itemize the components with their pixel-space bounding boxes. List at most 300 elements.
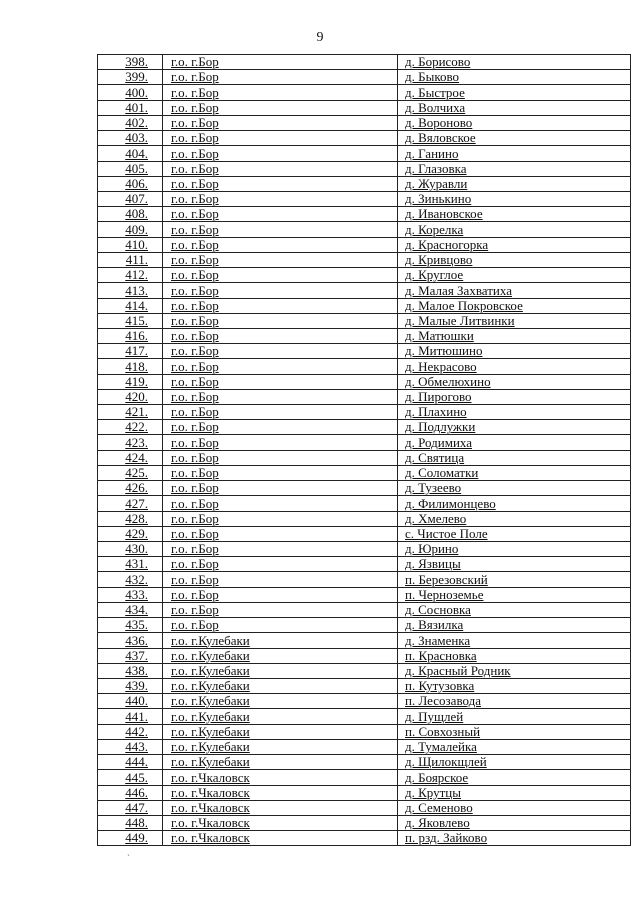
settlement-cell-text: д. Ганино [405, 145, 459, 161]
settlement-cell-text: д. Филимонцево [405, 495, 496, 511]
district-cell [163, 709, 398, 724]
district-cell [163, 770, 398, 785]
settlement-cell-text: д. Красногорка [405, 237, 489, 252]
table-row [98, 815, 631, 830]
settlement-cell-text: д. Соломатки [405, 465, 479, 481]
settlement-cell-text: с. Чистое Поле [405, 526, 488, 541]
district-cell-text: г.о. г.Бор [171, 206, 219, 222]
settlement-cell [398, 633, 631, 648]
row-number-text: 422. [125, 419, 148, 435]
district-cell [163, 389, 398, 404]
settlement-cell [398, 328, 631, 343]
settlement-cell-text: д. Малые Литвинки [405, 313, 515, 328]
settlement-cell [398, 557, 631, 572]
row-number-text: 433. [125, 587, 148, 602]
row-number [98, 465, 163, 480]
row-number-text: 447. [125, 800, 148, 815]
district-cell-text: г.о. г.Кулебаки [171, 678, 250, 694]
district-cell-text: г.о. г.Бор [171, 617, 219, 633]
district-cell-text: г.о. г.Бор [171, 282, 219, 298]
settlement-cell [398, 785, 631, 800]
district-cell-text: г.о. г.Бор [171, 465, 219, 481]
district-cell [163, 663, 398, 678]
district-cell [163, 648, 398, 663]
district-cell [163, 785, 398, 800]
table-row [98, 770, 631, 785]
row-number [98, 678, 163, 693]
district-cell [163, 481, 398, 496]
table-row [98, 557, 631, 572]
district-cell [163, 176, 398, 191]
district-cell [163, 602, 398, 617]
row-number [98, 602, 163, 617]
row-number-text: 412. [125, 267, 148, 283]
settlement-cell [398, 405, 631, 420]
table-row [98, 115, 631, 130]
table-row [98, 389, 631, 404]
district-cell [163, 313, 398, 328]
settlement-cell-text: д. Тумалейка [405, 739, 477, 755]
settlement-cell [398, 85, 631, 100]
row-number-text: 445. [125, 769, 148, 785]
settlement-cell [398, 663, 631, 678]
row-number [98, 313, 163, 328]
settlement-cell [398, 815, 631, 830]
row-number-text: 413. [125, 282, 148, 298]
district-cell [163, 557, 398, 572]
stray-mark: ` [127, 853, 130, 863]
district-cell [163, 831, 398, 846]
row-number-text: 418. [125, 358, 148, 374]
row-number-text: 403. [125, 130, 148, 146]
settlement-cell-text: д. Боярское [405, 769, 469, 785]
settlement-cell-text: д. Быково [405, 69, 460, 85]
district-cell-text: г.о. г.Бор [171, 176, 219, 191]
settlement-cell-text: д. Корелка [405, 221, 464, 237]
district-cell-text: г.о. г.Бор [171, 602, 219, 618]
district-cell-text: г.о. г.Бор [171, 100, 219, 115]
settlement-cell [398, 648, 631, 663]
settlement-cell [398, 618, 631, 633]
settlement-cell-text: д. Вороново [405, 115, 473, 131]
table-row [98, 694, 631, 709]
row-number-text: 405. [125, 161, 148, 176]
row-number-text: 419. [125, 374, 148, 389]
settlement-cell [398, 755, 631, 770]
settlement-cell-text: д. Кривцово [405, 252, 473, 268]
table-row [98, 709, 631, 724]
table-row [98, 618, 631, 633]
row-number-text: 426. [125, 480, 148, 496]
settlement-cell-text: п. Лесозавода [405, 693, 482, 709]
table-row [98, 496, 631, 511]
settlement-cell [398, 526, 631, 541]
row-number-text: 430. [125, 541, 148, 557]
settlement-cell-text: д. Сосновка [405, 602, 471, 618]
row-number [98, 161, 163, 176]
row-number-text: 407. [125, 191, 148, 207]
row-number [98, 389, 163, 404]
settlement-cell-text: д. Пущлей [405, 708, 464, 724]
settlement-cell-text: д. Семеново [405, 800, 473, 815]
row-number [98, 587, 163, 602]
district-cell [163, 633, 398, 648]
district-cell-text: г.о. г.Бор [171, 404, 219, 420]
settlement-cell [398, 146, 631, 161]
settlement-cell [398, 739, 631, 754]
settlement-cell [398, 237, 631, 252]
row-number [98, 450, 163, 465]
row-number-text: 421. [125, 404, 148, 420]
row-number-text: 400. [125, 84, 148, 100]
district-cell [163, 724, 398, 739]
district-cell-text: г.о. г.Бор [171, 495, 219, 511]
row-number-text: 398. [125, 54, 148, 70]
district-cell [163, 374, 398, 389]
district-cell [163, 405, 398, 420]
district-cell [163, 694, 398, 709]
row-number [98, 785, 163, 800]
row-number-text: 427. [125, 495, 148, 511]
settlement-cell-text: д. Крутцы [405, 785, 461, 800]
row-number-text: 415. [125, 313, 148, 328]
table-row [98, 222, 631, 237]
row-number [98, 618, 163, 633]
district-cell [163, 207, 398, 222]
settlement-cell-text: д. Плахино [405, 404, 467, 420]
settlement-cell-text: д. Борисово [405, 54, 471, 70]
table-body [98, 55, 631, 846]
district-cell-text: г.о. г.Чкаловск [171, 800, 250, 815]
district-cell-text: г.о. г.Бор [171, 419, 219, 435]
district-cell [163, 526, 398, 541]
settlement-cell [398, 724, 631, 739]
district-cell [163, 85, 398, 100]
table-row [98, 298, 631, 313]
settlement-cell [398, 435, 631, 450]
district-cell-text: г.о. г.Бор [171, 54, 219, 70]
settlement-cell [398, 161, 631, 176]
table-row [98, 131, 631, 146]
row-number [98, 85, 163, 100]
settlement-cell-text: д. Подлужки [405, 419, 476, 435]
district-cell [163, 572, 398, 587]
row-number [98, 420, 163, 435]
district-cell-text: г.о. г.Бор [171, 450, 219, 465]
row-number-text: 440. [125, 693, 148, 709]
row-number-text: 404. [125, 145, 148, 161]
settlement-cell [398, 176, 631, 191]
table-row [98, 785, 631, 800]
table-row [98, 602, 631, 617]
table-row [98, 344, 631, 359]
row-number-text: 423. [125, 434, 148, 450]
row-number-text: 414. [125, 298, 148, 313]
district-cell [163, 511, 398, 526]
settlement-cell-text: д. Язвицы [405, 556, 461, 572]
row-number [98, 207, 163, 222]
row-number [98, 572, 163, 587]
row-number [98, 435, 163, 450]
table-row [98, 100, 631, 115]
district-cell [163, 70, 398, 85]
table-row [98, 252, 631, 267]
row-number-text: 443. [125, 739, 148, 755]
settlement-cell-text: д. Знаменка [405, 632, 471, 648]
district-cell [163, 420, 398, 435]
district-cell-text: г.о. г.Чкаловск [171, 769, 250, 785]
settlement-cell [398, 420, 631, 435]
table-row [98, 648, 631, 663]
settlement-cell-text: д. Глазовка [405, 161, 467, 176]
district-cell-text: г.о. г.Бор [171, 556, 219, 572]
table-row [98, 313, 631, 328]
settlement-cell [398, 207, 631, 222]
district-cell-text: г.о. г.Бор [171, 328, 219, 344]
table-row [98, 831, 631, 846]
table-row [98, 405, 631, 420]
table-row [98, 435, 631, 450]
row-number-text: 437. [125, 648, 148, 663]
table-row [98, 739, 631, 754]
settlement-cell [398, 694, 631, 709]
row-number-text: 425. [125, 465, 148, 481]
district-cell [163, 328, 398, 343]
row-number [98, 815, 163, 830]
table-row [98, 55, 631, 70]
district-cell-text: г.о. г.Бор [171, 267, 219, 283]
settlement-cell [398, 450, 631, 465]
table-row [98, 587, 631, 602]
row-number-text: 449. [125, 830, 148, 846]
district-cell-text: г.о. г.Бор [171, 526, 219, 541]
row-number-text: 434. [125, 602, 148, 618]
table-row [98, 724, 631, 739]
row-number [98, 496, 163, 511]
table-row [98, 572, 631, 587]
row-number [98, 268, 163, 283]
settlement-cell-text: п. Черноземье [405, 587, 484, 602]
district-cell-text: г.о. г.Бор [171, 221, 219, 237]
district-cell-text: г.о. г.Бор [171, 84, 219, 100]
table-row [98, 146, 631, 161]
district-cell-text: г.о. г.Бор [171, 434, 219, 450]
settlement-cell [398, 481, 631, 496]
district-cell-text: г.о. г.Чкаловск [171, 830, 250, 846]
row-number [98, 222, 163, 237]
settlement-cell [398, 374, 631, 389]
district-cell [163, 146, 398, 161]
settlement-cell-text: д. Яковлево [405, 815, 470, 831]
row-number [98, 146, 163, 161]
settlement-cell [398, 115, 631, 130]
table-row [98, 283, 631, 298]
row-number-text: 406. [125, 176, 148, 191]
settlement-cell-text: п. Совхозный [405, 724, 481, 739]
settlement-cell [398, 298, 631, 313]
settlement-cell-text: д. Красный Родник [405, 663, 511, 678]
district-cell-text: г.о. г.Бор [171, 389, 219, 405]
row-number [98, 694, 163, 709]
settlement-cell-text: д. Обмелюхино [405, 374, 491, 389]
district-cell-text: г.о. г.Бор [171, 115, 219, 131]
row-number-text: 439. [125, 678, 148, 694]
row-number-text: 410. [125, 237, 148, 252]
settlement-cell [398, 572, 631, 587]
settlement-cell [398, 131, 631, 146]
district-cell-text: г.о. г.Кулебаки [171, 708, 250, 724]
table-row [98, 465, 631, 480]
district-cell [163, 115, 398, 130]
table-row [98, 755, 631, 770]
district-cell-text: г.о. г.Бор [171, 130, 219, 146]
district-cell-text: г.о. г.Бор [171, 480, 219, 496]
settlement-cell-text: д. Круглое [405, 267, 464, 283]
district-cell [163, 542, 398, 557]
row-number-text: 411. [125, 252, 148, 268]
settlement-cell [398, 389, 631, 404]
row-number-text: 409. [125, 221, 148, 237]
district-cell [163, 618, 398, 633]
row-number-text: 402. [125, 115, 148, 131]
row-number-text: 431. [125, 556, 148, 572]
settlement-cell-text: д. Вяловское [405, 130, 476, 146]
district-cell [163, 283, 398, 298]
row-number [98, 344, 163, 359]
settlements-table [97, 54, 631, 846]
table-row [98, 542, 631, 557]
settlement-cell-text: д. Волчиха [405, 100, 466, 115]
table-row [98, 237, 631, 252]
row-number [98, 739, 163, 754]
district-cell [163, 450, 398, 465]
row-number-text: 429. [125, 526, 148, 541]
district-cell-text: г.о. г.Бор [171, 541, 219, 557]
district-cell-text: г.о. г.Кулебаки [171, 663, 250, 678]
row-number [98, 709, 163, 724]
row-number [98, 557, 163, 572]
row-number [98, 755, 163, 770]
district-cell-text: г.о. г.Кулебаки [171, 724, 250, 739]
table-row [98, 359, 631, 374]
district-cell [163, 268, 398, 283]
row-number [98, 70, 163, 85]
row-number-text: 399. [125, 69, 148, 85]
row-number [98, 283, 163, 298]
row-number [98, 724, 163, 739]
district-cell-text: г.о. г.Бор [171, 298, 219, 313]
row-number [98, 405, 163, 420]
district-cell [163, 161, 398, 176]
settlement-cell-text: д. Родимиха [405, 434, 472, 450]
district-cell-text: г.о. г.Бор [171, 343, 219, 359]
district-cell-text: г.о. г.Кулебаки [171, 632, 250, 648]
row-number [98, 298, 163, 313]
district-cell-text: г.о. г.Бор [171, 511, 219, 526]
row-number-text: 448. [125, 815, 148, 831]
table-row [98, 511, 631, 526]
settlement-cell-text: д. Зинькино [405, 191, 472, 207]
table-row [98, 191, 631, 206]
district-cell [163, 465, 398, 480]
table-row [98, 678, 631, 693]
district-cell [163, 435, 398, 450]
settlement-cell-text: д. Тузеево [405, 480, 462, 496]
row-number-text: 435. [125, 617, 148, 633]
row-number [98, 481, 163, 496]
row-number [98, 191, 163, 206]
settlement-cell [398, 587, 631, 602]
row-number [98, 511, 163, 526]
page-number: 9 [316, 30, 324, 45]
district-cell [163, 222, 398, 237]
settlement-cell-text: д. Святица [405, 450, 465, 465]
district-cell [163, 815, 398, 830]
district-cell-text: г.о. г.Бор [171, 69, 219, 85]
row-number-text: 444. [125, 754, 148, 770]
district-cell-text: г.о. г.Кулебаки [171, 754, 250, 770]
table-row [98, 526, 631, 541]
table-row [98, 70, 631, 85]
settlement-cell [398, 70, 631, 85]
row-number-text: 424. [125, 450, 148, 465]
table-row [98, 85, 631, 100]
row-number [98, 374, 163, 389]
district-cell [163, 344, 398, 359]
district-cell [163, 496, 398, 511]
settlement-cell [398, 222, 631, 237]
table-row [98, 268, 631, 283]
settlement-cell-text: д. Журавли [405, 176, 468, 191]
district-cell [163, 359, 398, 374]
row-number-text: 408. [125, 206, 148, 222]
settlement-cell-text: д. Матюшки [405, 328, 474, 344]
district-cell [163, 800, 398, 815]
row-number-text: 446. [125, 785, 148, 800]
district-cell [163, 131, 398, 146]
settlement-cell [398, 709, 631, 724]
district-cell-text: г.о. г.Бор [171, 313, 219, 328]
district-cell-text: г.о. г.Бор [171, 587, 219, 602]
row-number [98, 359, 163, 374]
settlement-cell-text: д. Вязилка [405, 617, 464, 633]
row-number-text: 416. [125, 328, 148, 344]
table-row [98, 800, 631, 815]
district-cell-text: г.о. г.Бор [171, 358, 219, 374]
settlement-cell [398, 283, 631, 298]
table-row [98, 663, 631, 678]
table-row [98, 161, 631, 176]
district-cell-text: г.о. г.Бор [171, 374, 219, 389]
table-row [98, 374, 631, 389]
row-number-text: 420. [125, 389, 148, 405]
settlement-cell [398, 55, 631, 70]
row-number-text: 438. [125, 663, 148, 678]
settlement-cell-text: д. Хмелево [405, 511, 467, 526]
district-cell [163, 678, 398, 693]
row-number-text: 417. [125, 343, 148, 359]
district-cell-text: г.о. г.Кулебаки [171, 693, 250, 709]
settlement-cell [398, 542, 631, 557]
row-number-text: 436. [125, 632, 148, 648]
settlement-cell [398, 313, 631, 328]
row-number [98, 831, 163, 846]
row-number [98, 633, 163, 648]
row-number [98, 237, 163, 252]
settlement-cell-text: д. Пирогово [405, 389, 472, 405]
settlement-cell [398, 800, 631, 815]
row-number [98, 115, 163, 130]
